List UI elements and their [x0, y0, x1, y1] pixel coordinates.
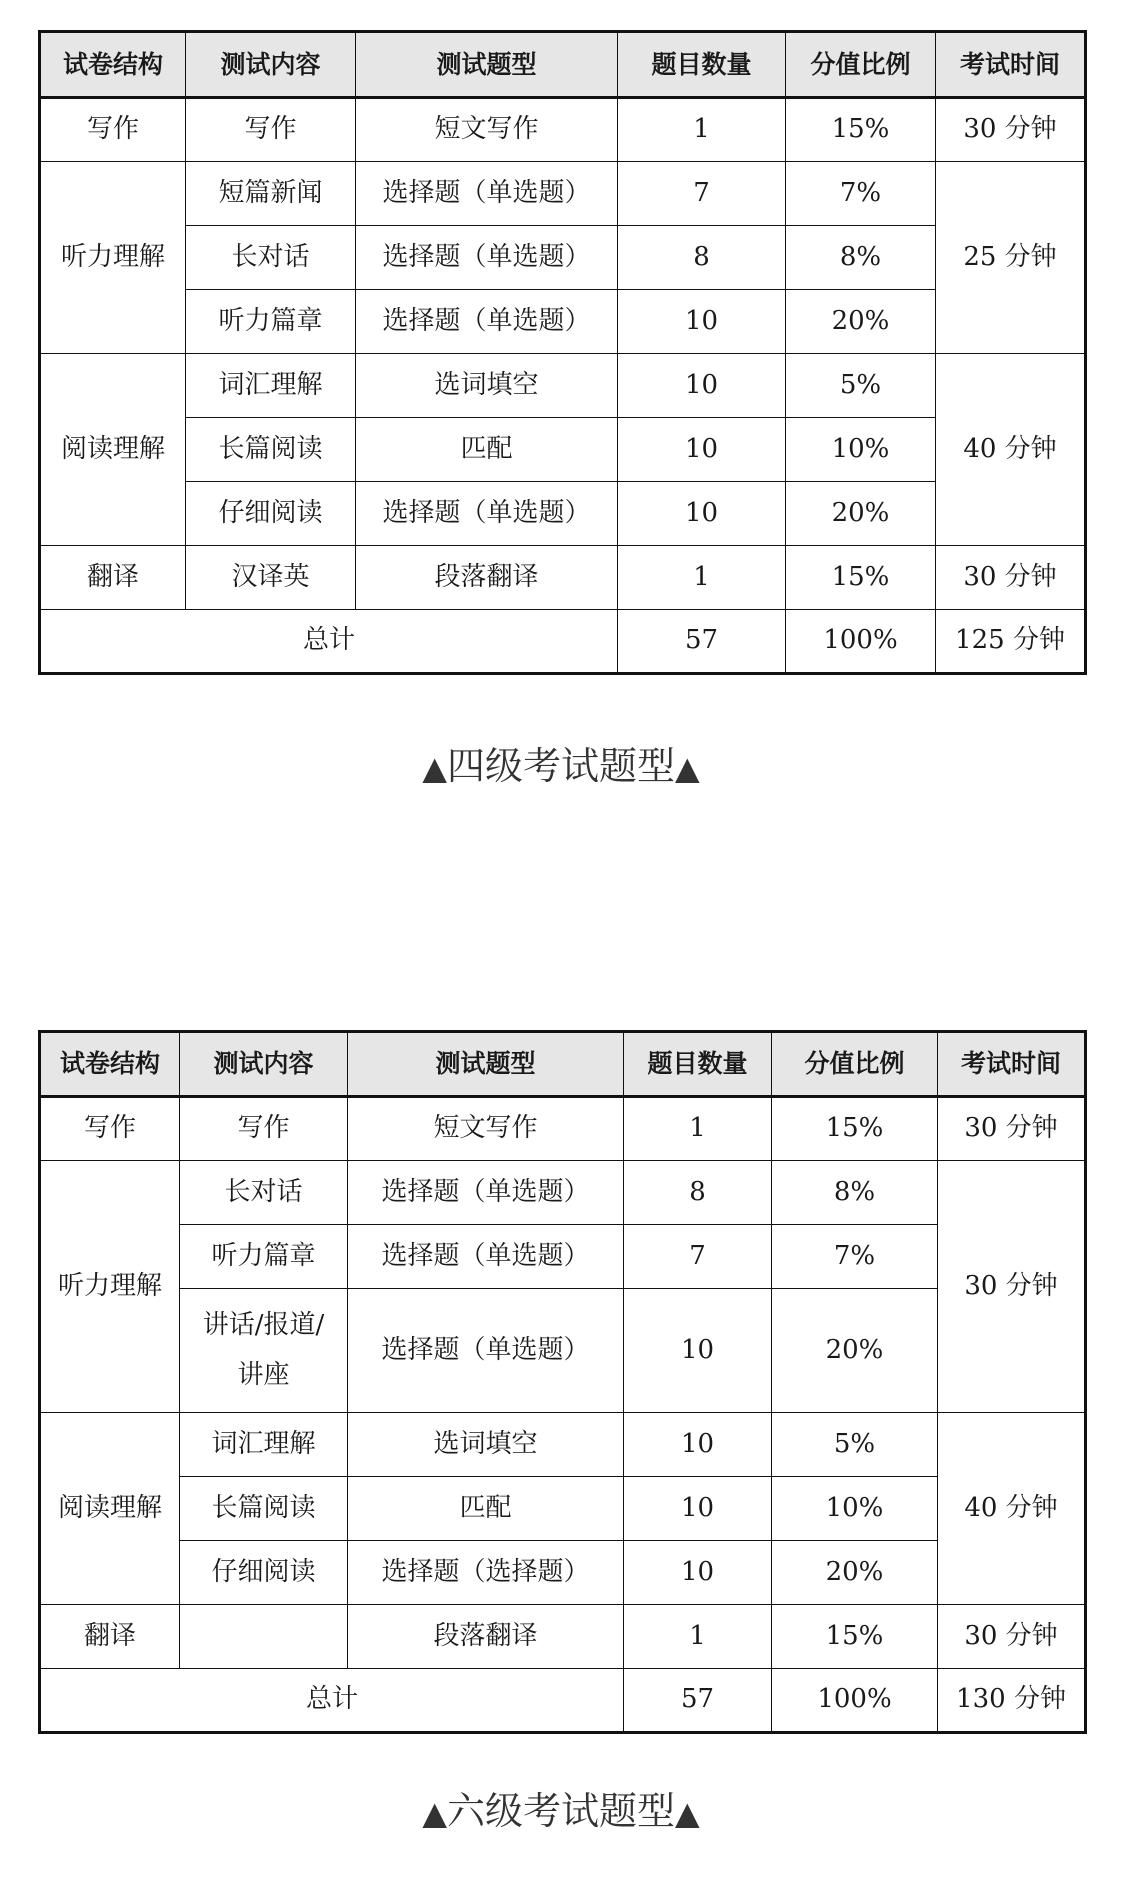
- cet4-exam-table: [38, 30, 1087, 675]
- header-time: 考试时间: [936, 32, 1086, 98]
- count-cell: 1: [618, 546, 786, 610]
- count-cell: 1: [624, 1097, 772, 1161]
- ratio-cell: 10%: [772, 1477, 938, 1541]
- table-row: [40, 1477, 1086, 1541]
- content-cell: 词汇理解: [180, 1413, 348, 1477]
- type-cell: 选择题（单选题）: [356, 290, 618, 354]
- type-cell: 短文写作: [348, 1097, 624, 1161]
- section-reading: 阅读理解: [40, 354, 186, 546]
- table-row: [40, 1161, 1086, 1225]
- header-ratio: 分值比例: [772, 1032, 938, 1097]
- time-cell: 25 分钟: [936, 162, 1086, 354]
- time-cell: 30 分钟: [938, 1161, 1086, 1413]
- table-row: [40, 418, 1086, 482]
- ratio-cell: 8%: [772, 1161, 938, 1225]
- ratio-cell: 8%: [786, 226, 936, 290]
- triangle-up-icon: ▲: [675, 749, 700, 787]
- table-row: [40, 1541, 1086, 1605]
- count-cell: 10: [624, 1289, 772, 1413]
- ratio-cell: 20%: [772, 1541, 938, 1605]
- content-line: 讲话/报道/: [202, 1310, 325, 1341]
- time-cell: 30 分钟: [936, 98, 1086, 162]
- type-cell: 选择题（单选题）: [348, 1225, 624, 1289]
- table-row: [40, 354, 1086, 418]
- time-cell: 30 分钟: [938, 1097, 1086, 1161]
- total-count: 57: [624, 1669, 772, 1733]
- triangle-up-icon: ▲: [422, 1794, 447, 1832]
- type-cell: 选词填空: [348, 1413, 624, 1477]
- table-row: [40, 1225, 1086, 1289]
- header-type: 测试题型: [356, 32, 618, 98]
- header-content: 测试内容: [186, 32, 356, 98]
- ratio-cell: 15%: [772, 1097, 938, 1161]
- cet6-exam-table: [38, 1030, 1087, 1734]
- table-row: [40, 98, 1086, 162]
- ratio-cell: 15%: [786, 98, 936, 162]
- total-ratio: 100%: [786, 610, 936, 674]
- table-row: [40, 482, 1086, 546]
- header-type: 测试题型: [348, 1032, 624, 1097]
- count-cell: 10: [624, 1477, 772, 1541]
- content-cell: 长篇阅读: [186, 418, 356, 482]
- count-cell: 10: [618, 354, 786, 418]
- count-cell: 10: [624, 1413, 772, 1477]
- section-listening: 听力理解: [40, 162, 186, 354]
- table-header-row: [40, 1032, 1086, 1097]
- total-count: 57: [618, 610, 786, 674]
- section-writing: 写作: [40, 1097, 180, 1161]
- table-row: [40, 546, 1086, 610]
- content-cell: [180, 1605, 348, 1669]
- content-cell: 听力篇章: [180, 1225, 348, 1289]
- table-header-row: [40, 32, 1086, 98]
- caption-text: 四级考试题型: [446, 744, 675, 788]
- content-cell: 长对话: [186, 226, 356, 290]
- content-cell: 听力篇章: [186, 290, 356, 354]
- count-cell: 7: [618, 162, 786, 226]
- caption-text: 六级考试题型: [446, 1789, 675, 1833]
- count-cell: 10: [618, 482, 786, 546]
- content-cell: 短篇新闻: [186, 162, 356, 226]
- content-line: 讲座: [237, 1359, 290, 1390]
- type-cell: 选择题（单选题）: [356, 162, 618, 226]
- triangle-up-icon: ▲: [675, 1794, 700, 1832]
- ratio-cell: 5%: [786, 354, 936, 418]
- ratio-cell: 15%: [772, 1605, 938, 1669]
- type-cell: 短文写作: [356, 98, 618, 162]
- table-row: [40, 1097, 1086, 1161]
- time-cell: 40 分钟: [938, 1413, 1086, 1605]
- section-listening: 听力理解: [40, 1161, 180, 1413]
- table-row: [40, 226, 1086, 290]
- type-cell: 段落翻译: [356, 546, 618, 610]
- count-cell: 8: [624, 1161, 772, 1225]
- content-cell: 汉译英: [186, 546, 356, 610]
- content-cell: 写作: [186, 98, 356, 162]
- cet6-caption: [0, 1780, 1122, 1835]
- content-cell: 仔细阅读: [186, 482, 356, 546]
- time-cell: 40 分钟: [936, 354, 1086, 546]
- ratio-cell: 7%: [786, 162, 936, 226]
- table-row: [40, 1413, 1086, 1477]
- ratio-cell: 20%: [786, 290, 936, 354]
- count-cell: 1: [624, 1605, 772, 1669]
- type-cell: 选词填空: [356, 354, 618, 418]
- type-cell: 匹配: [356, 418, 618, 482]
- header-count: 题目数量: [618, 32, 786, 98]
- total-time: 125 分钟: [936, 610, 1086, 674]
- type-cell: 段落翻译: [348, 1605, 624, 1669]
- ratio-cell: 15%: [786, 546, 936, 610]
- content-cell: 词汇理解: [186, 354, 356, 418]
- total-label: 总计: [40, 610, 618, 674]
- count-cell: 8: [618, 226, 786, 290]
- ratio-cell: 20%: [786, 482, 936, 546]
- ratio-cell: 7%: [772, 1225, 938, 1289]
- type-cell: 选择题（选择题）: [348, 1541, 624, 1605]
- count-cell: 10: [618, 290, 786, 354]
- total-label: 总计: [40, 1669, 624, 1733]
- content-cell: [180, 1289, 348, 1413]
- ratio-cell: 5%: [772, 1413, 938, 1477]
- header-content: 测试内容: [180, 1032, 348, 1097]
- total-row: [40, 1669, 1086, 1733]
- table-row: [40, 1605, 1086, 1669]
- table-row: [40, 290, 1086, 354]
- count-cell: 1: [618, 98, 786, 162]
- type-cell: 选择题（单选题）: [348, 1289, 624, 1413]
- type-cell: 选择题（单选题）: [348, 1161, 624, 1225]
- count-cell: 10: [618, 418, 786, 482]
- time-cell: 30 分钟: [936, 546, 1086, 610]
- content-cell: 长对话: [180, 1161, 348, 1225]
- type-cell: 选择题（单选题）: [356, 226, 618, 290]
- header-ratio: 分值比例: [786, 32, 936, 98]
- time-cell: 30 分钟: [938, 1605, 1086, 1669]
- section-reading: 阅读理解: [40, 1413, 180, 1605]
- ratio-cell: 20%: [772, 1289, 938, 1413]
- section-translation: 翻译: [40, 546, 186, 610]
- total-time: 130 分钟: [938, 1669, 1086, 1733]
- section-translation: 翻译: [40, 1605, 180, 1669]
- cet4-caption: [0, 735, 1122, 790]
- ratio-cell: 10%: [786, 418, 936, 482]
- triangle-up-icon: ▲: [422, 749, 447, 787]
- count-cell: 7: [624, 1225, 772, 1289]
- type-cell: 选择题（单选题）: [356, 482, 618, 546]
- table-row: [40, 1289, 1086, 1413]
- section-writing: 写作: [40, 98, 186, 162]
- type-cell: 匹配: [348, 1477, 624, 1541]
- header-count: 题目数量: [624, 1032, 772, 1097]
- header-structure: 试卷结构: [40, 32, 186, 98]
- content-cell: 仔细阅读: [180, 1541, 348, 1605]
- total-row: [40, 610, 1086, 674]
- table-row: [40, 162, 1086, 226]
- header-time: 考试时间: [938, 1032, 1086, 1097]
- content-cell: 长篇阅读: [180, 1477, 348, 1541]
- count-cell: 10: [624, 1541, 772, 1605]
- total-ratio: 100%: [772, 1669, 938, 1733]
- content-cell: 写作: [180, 1097, 348, 1161]
- header-structure: 试卷结构: [40, 1032, 180, 1097]
